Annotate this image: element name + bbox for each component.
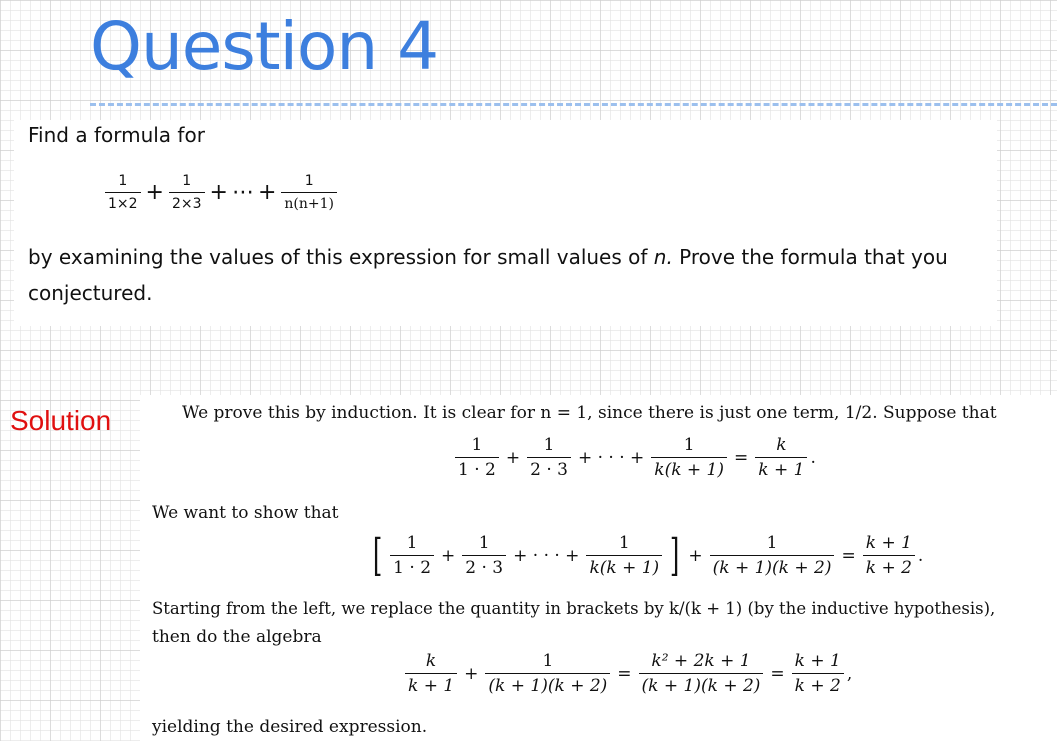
- solution-paragraph-4: yielding the desired expression.: [152, 717, 428, 737]
- solution-paragraph-2: We want to show that: [152, 503, 339, 523]
- title-divider: [90, 103, 1057, 106]
- question-line-2: by examining the values of this expression for small values of n. Prove the formula that you: [28, 245, 948, 269]
- question-panel: [14, 120, 997, 326]
- equation-1: $\frac{1}{1 \cdot 2}$ + $\frac{1}{2 \cdot 3}$ + · · · + $\frac{1}{k(k + 1)}$ = $\frac{k}{k + 1}$ .: [452, 435, 816, 480]
- expr-term-1: $\frac{1}{1\times 2}$: [105, 172, 141, 213]
- question-expression: $\frac{1}{1\times 2}$ + $\frac{1}{2\times 3}$ + ⋯ + $\frac{1}{n(n+1)}$: [102, 172, 340, 213]
- equation-2: [ $\frac{1}{1 \cdot 2}$ + $\frac{1}{2 \cdot 3}$ + · · · + $\frac{1}{k(k + 1)}$ ] + $\frac{1}{(k + 1)(k + 2)}$ = $\frac{k + 1}{k + 2}$ .: [372, 529, 924, 581]
- solution-paragraph-3b: then do the algebra: [152, 627, 322, 647]
- solution-paragraph-3a: Starting from the left, we replace the quantity in brackets by k/(k + 1) (by the inductive hypothesis),: [152, 599, 996, 618]
- equation-3: $\frac{k}{k + 1}$ + $\frac{1}{(k + 1)(k + 2)}$ = $\frac{\text{k² + 2k + 1}}{(k + 1)(k + 2)}$ = $\frac{k + 1}{k + 2}$ ,: [402, 651, 852, 696]
- question-line-3: conjectured.: [28, 281, 153, 305]
- solution-paragraph-1: We prove this by induction. It is clear for n = 1, since there is just one term, 1/2. Suppose that: [182, 403, 997, 423]
- solution-panel: [140, 395, 1057, 741]
- expr-term-2: $\frac{1}{2\times 3}$: [169, 172, 205, 213]
- solution-label: Solution: [10, 405, 112, 436]
- page-title: Question 4: [90, 8, 439, 85]
- question-line-1: Find a formula for: [28, 123, 205, 147]
- expr-ellipsis: ⋯: [231, 180, 254, 205]
- expr-term-n: $\frac{1}{n(n+1)}$: [281, 172, 337, 213]
